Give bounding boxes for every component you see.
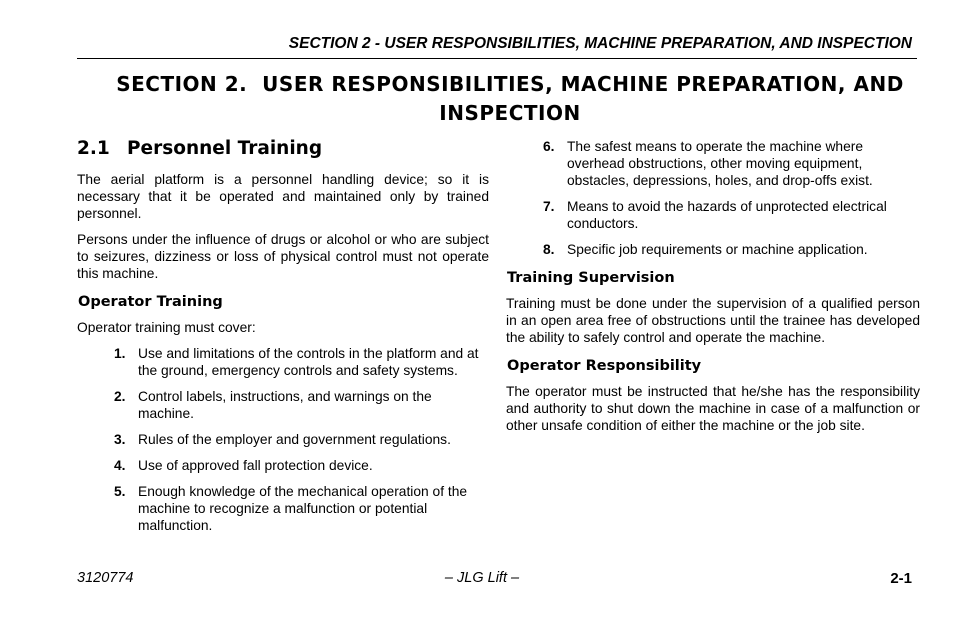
page-title xyxy=(100,70,920,128)
list-item xyxy=(543,138,920,189)
list-item-number: 6. xyxy=(543,139,555,154)
list-item-text: Rules of the employer and government regulations. xyxy=(138,432,451,447)
list-item-text: Use of approved fall protection device. xyxy=(138,458,373,473)
page-title-line-1: SECTION 2. USER RESPONSIBILITIES, MACHINE PREPARATION, AND xyxy=(116,72,904,96)
running-header: SECTION 2 - USER RESPONSIBILITIES, MACHINE PREPARATION, AND INSPECTION xyxy=(288,35,912,52)
list-item xyxy=(114,345,489,379)
list-item-number: 5. xyxy=(114,484,126,499)
list-item-number: 1. xyxy=(114,346,126,361)
list-item xyxy=(114,431,489,448)
training-supervision-text: Training must be done under the supervision of a qualified person in an open area free of obstructions until the trainee has developed the ability to safely control and operate the machine. xyxy=(506,296,920,345)
training-supervision-heading: Training Supervision xyxy=(507,270,675,286)
section-number: 2.1 xyxy=(77,138,110,159)
list-item-number: 4. xyxy=(114,458,126,473)
list-item-text: Specific job requirements or machine application. xyxy=(567,242,868,257)
list-item-text: The safest means to operate the machine where overhead obstructions, other moving equipment, obstacles, depressions, holes, and drop-offs exist. xyxy=(567,139,873,188)
operator-training-heading: Operator Training xyxy=(78,294,223,310)
list-item xyxy=(543,241,920,258)
training-list-right xyxy=(543,138,920,258)
list-item xyxy=(114,457,489,474)
paragraph-persons-influence: Persons under the influence of drugs or alcohol or who are subject to seizures, dizziness or loss of physical control must not operate this machine. xyxy=(77,232,489,281)
right-column xyxy=(506,138,920,443)
operator-training-intro: Operator training must cover: xyxy=(77,320,256,335)
left-column xyxy=(77,138,489,543)
list-item-text: Means to avoid the hazards of unprotected electrical conductors. xyxy=(567,199,887,231)
footer-doc-number: 3120774 xyxy=(77,570,134,586)
list-item-text: Enough knowledge of the mechanical operation of the machine to recognize a malfunction or potential malfunction. xyxy=(138,484,468,533)
footer-page-number: 2-1 xyxy=(890,570,912,587)
list-item xyxy=(114,483,489,534)
list-item xyxy=(114,388,489,422)
section-title: Personnel Training xyxy=(127,138,323,159)
list-item-number: 8. xyxy=(543,242,555,257)
list-item-number: 2. xyxy=(114,389,126,404)
paragraph-aerial-platform: The aerial platform is a personnel handling device; so it is necessary that it be operated and maintained only by trained personnel. xyxy=(77,172,489,221)
operator-responsibility-heading: Operator Responsibility xyxy=(507,358,702,374)
list-item-text: Use and limitations of the controls in the platform and at the ground, emergency controls and safety systems. xyxy=(138,346,479,378)
training-list-left xyxy=(114,345,489,534)
list-item-number: 3. xyxy=(114,432,126,447)
page-title-line-2: INSPECTION xyxy=(439,101,581,125)
list-item-text: Control labels, instructions, and warnings on the machine. xyxy=(138,389,432,421)
list-item xyxy=(543,198,920,232)
section-heading xyxy=(77,138,489,160)
header-rule xyxy=(77,58,917,59)
footer-publisher: – JLG Lift – xyxy=(444,570,520,586)
list-item-number: 7. xyxy=(543,199,555,214)
operator-responsibility-text: The operator must be instructed that he/she has the responsibility and authority to shut down the machine in case of a malfunction or other unsafe condition of either the machine or the job site. xyxy=(506,384,920,433)
